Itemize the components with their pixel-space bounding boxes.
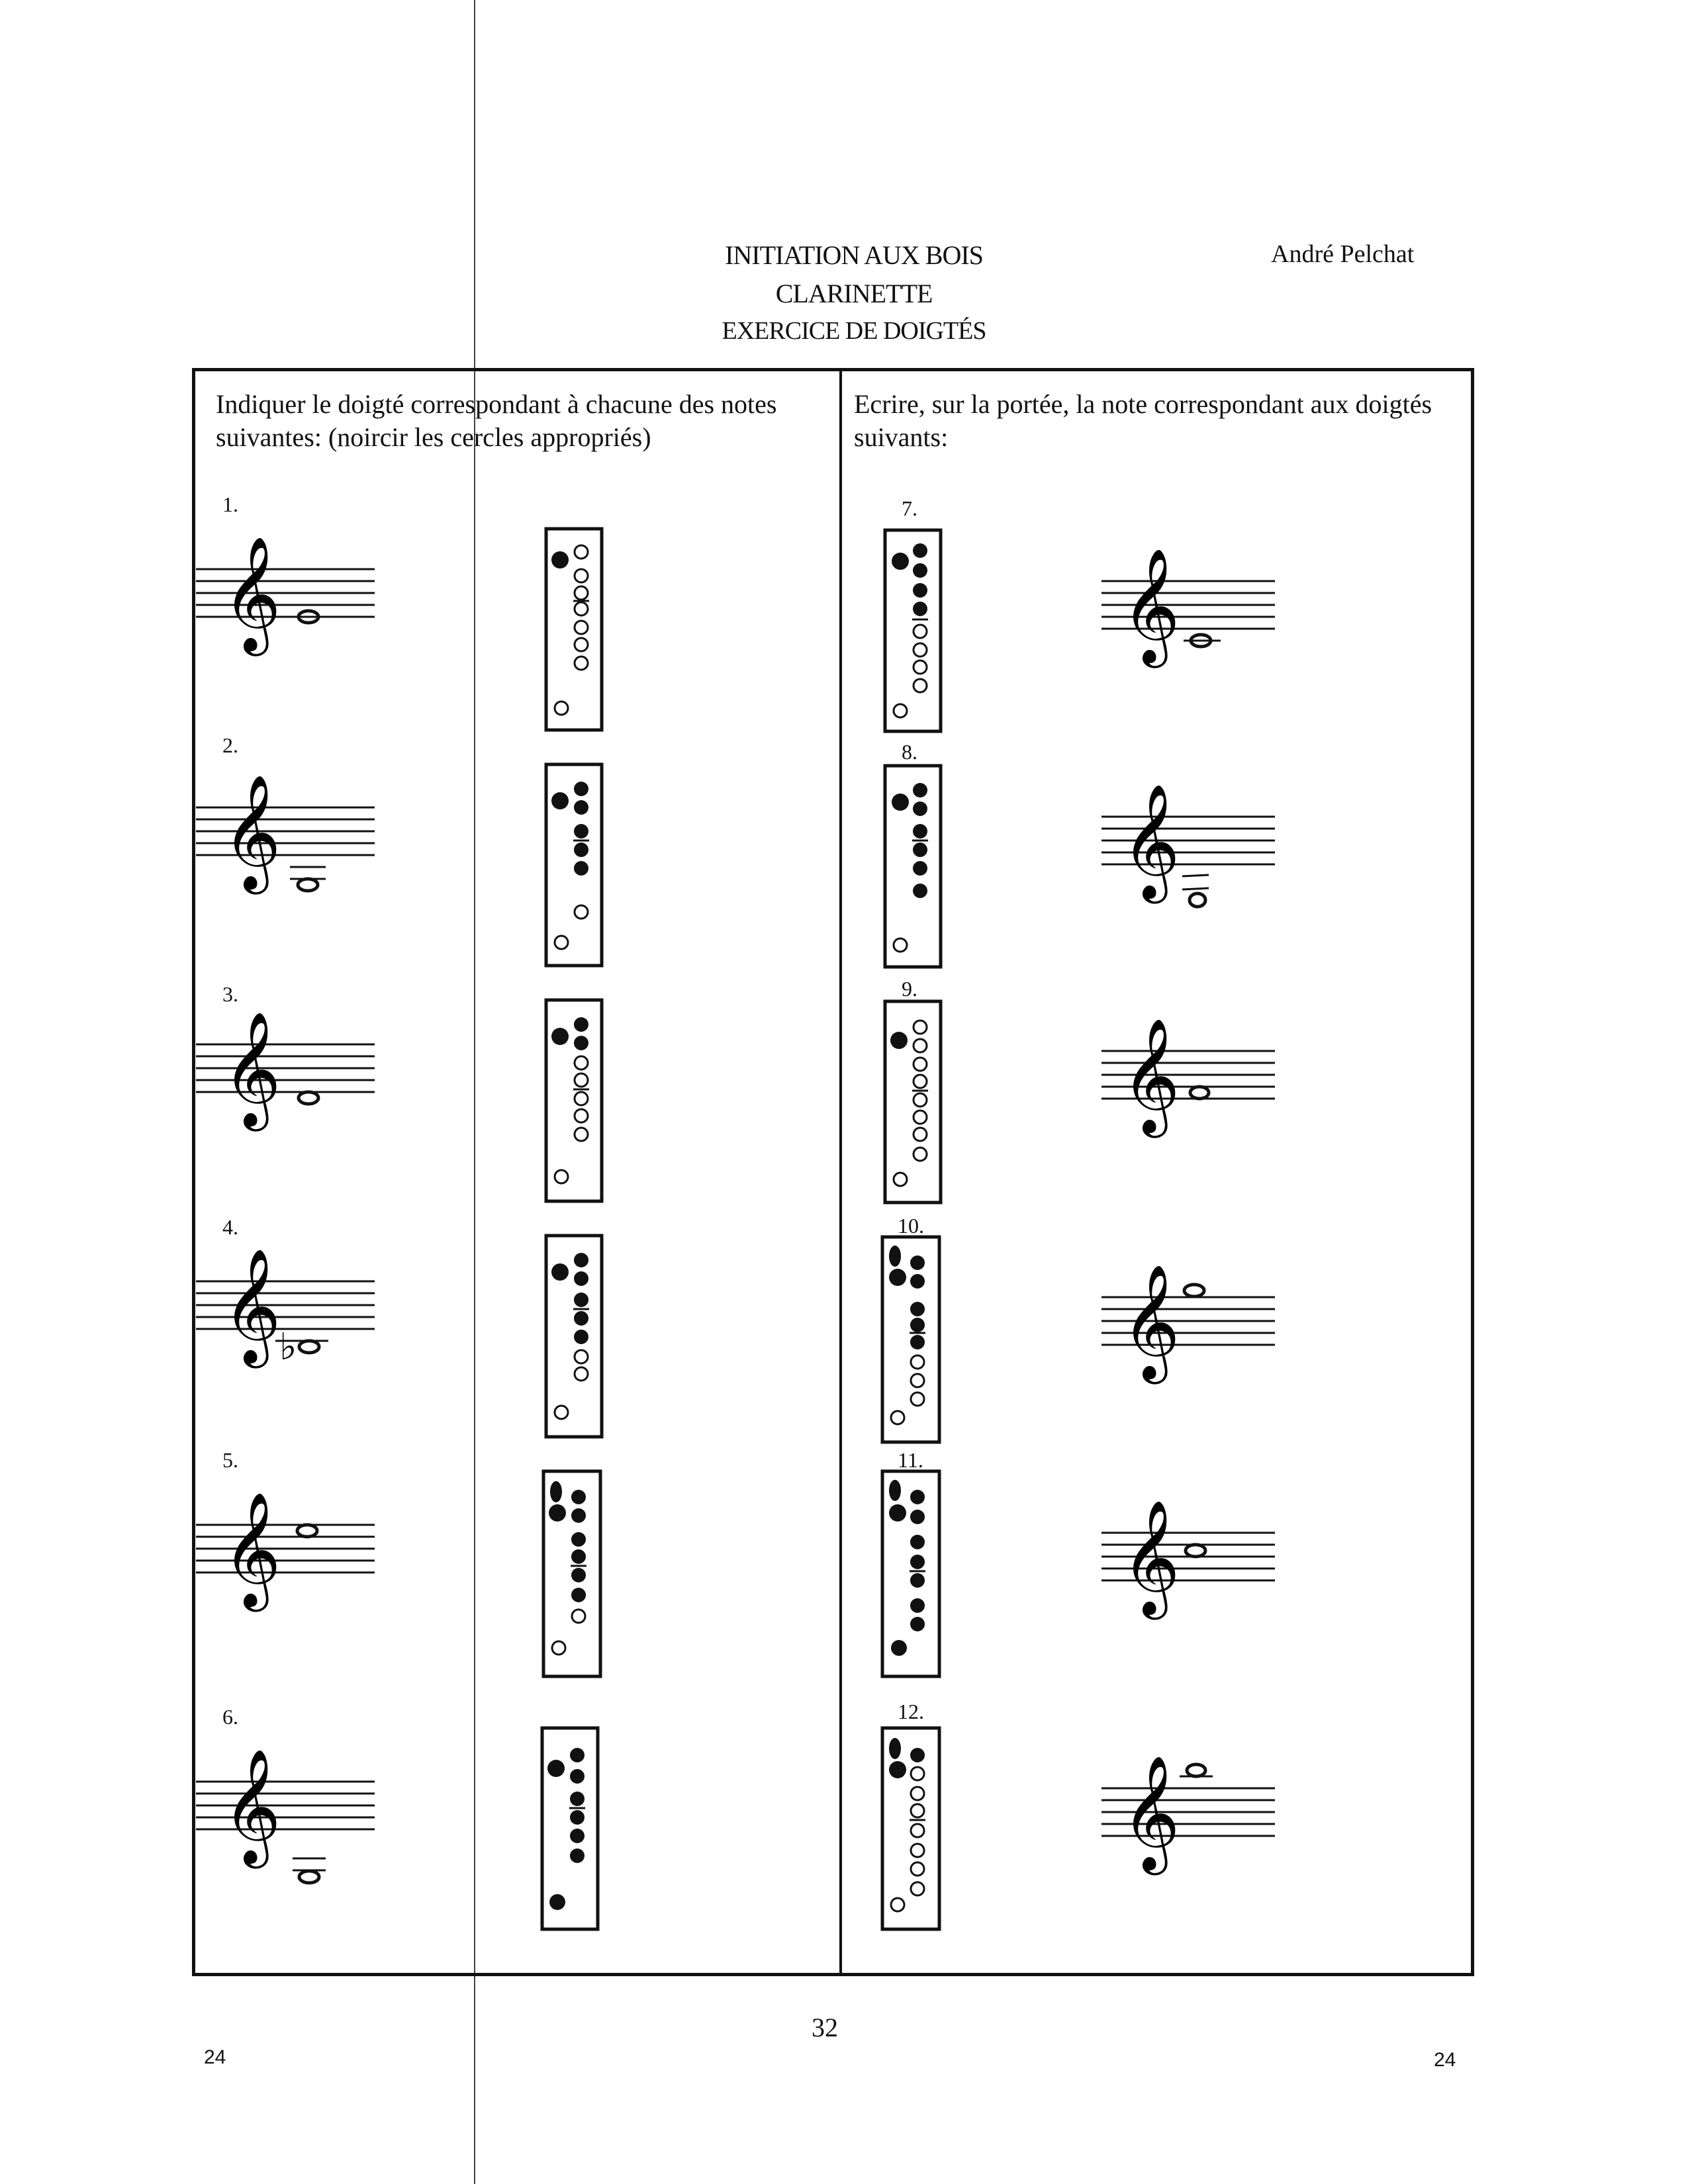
whole-note — [299, 1092, 318, 1104]
staff-1 — [196, 536, 388, 675]
item-label-7: 7. — [902, 496, 917, 520]
staff-3 — [196, 1011, 388, 1150]
whole-note — [1190, 1087, 1209, 1099]
staff-9 — [1102, 1018, 1293, 1157]
left-instruction — [216, 388, 776, 454]
treble-clef-icon: 𝄞 — [222, 1749, 281, 1864]
fingering-chart-7 — [883, 528, 947, 736]
left-instruction-line-1: Indiquer le doigté correspondant à chacune des notes — [216, 389, 777, 419]
page-number-left: 24 — [204, 2046, 226, 2068]
staff-7 — [1102, 548, 1293, 700]
fingering-chart-4 — [544, 1234, 608, 1441]
fingering-chart-9 — [883, 999, 947, 1207]
whole-note — [299, 1341, 319, 1353]
fingering-chart-12 — [880, 1726, 947, 1934]
column-divider — [839, 368, 842, 1976]
item-label-11: 11. — [898, 1448, 923, 1472]
staff-11 — [1102, 1496, 1293, 1628]
fingering-chart-1 — [544, 527, 608, 735]
whole-note — [1186, 1545, 1205, 1557]
title-line-1: INITIATION AUX BOIS — [725, 240, 983, 270]
treble-clef-icon: 𝄞 — [222, 774, 281, 889]
staff-4 — [196, 1248, 388, 1387]
item-label-3: 3. — [222, 982, 238, 1006]
title-line-2: CLARINETTE — [775, 279, 933, 308]
treble-clef-icon: 𝄞 — [1121, 1264, 1180, 1379]
treble-clef-icon: 𝄞 — [1121, 1755, 1180, 1870]
staff-2 — [196, 774, 388, 927]
fingering-chart-2 — [544, 762, 608, 970]
treble-clef-icon: 𝄞 — [222, 536, 281, 651]
staff-8 — [1102, 784, 1293, 949]
whole-note — [1190, 893, 1205, 907]
item-label-1: 1. — [222, 492, 238, 516]
fingering-chart-6 — [540, 1726, 604, 1934]
whole-note — [297, 1525, 317, 1537]
treble-clef-icon: 𝄞 — [1121, 784, 1180, 899]
staff-10 — [1102, 1260, 1293, 1392]
flat-icon: ♭ — [279, 1326, 297, 1369]
staff-6 — [196, 1749, 388, 1914]
treble-clef-icon: 𝄞 — [222, 1492, 281, 1607]
item-label-4: 4. — [222, 1215, 238, 1239]
item-label-12: 12. — [898, 1700, 924, 1723]
fingering-chart-8 — [883, 764, 947, 972]
whole-note — [1187, 1764, 1205, 1776]
fingering-chart-10 — [880, 1235, 947, 1447]
fingering-chart-5 — [541, 1469, 608, 1681]
treble-clef-icon: 𝄞 — [1121, 1500, 1180, 1615]
page-number-right: 24 — [1434, 2049, 1456, 2071]
fingering-chart-3 — [544, 998, 608, 1206]
whole-note — [1184, 1285, 1204, 1297]
right-instruction-line-2: suivants: — [854, 422, 949, 452]
fingering-chart-11 — [880, 1469, 947, 1681]
item-label-8: 8. — [902, 740, 917, 764]
treble-clef-icon: 𝄞 — [1121, 548, 1180, 663]
page-number-center: 32 — [812, 2013, 838, 2042]
title-line-3: EXERCICE DE DOIGTÉS — [722, 317, 986, 345]
right-instruction-line-1: Ecrire, sur la portée, la note correspondant aux doigtés — [854, 389, 1432, 419]
item-label-9: 9. — [902, 977, 917, 1001]
left-instruction-line-2: suivantes: (noircir les cercles appropriés) — [216, 422, 651, 452]
item-label-2: 2. — [222, 733, 238, 757]
item-label-10: 10. — [898, 1214, 924, 1238]
treble-clef-icon: 𝄞 — [1121, 1018, 1180, 1133]
treble-clef-icon: 𝄞 — [222, 1248, 281, 1363]
author-name: André Pelchat — [1271, 240, 1415, 268]
item-label-6: 6. — [222, 1705, 238, 1729]
whole-note — [298, 879, 318, 891]
whole-note — [299, 1871, 319, 1883]
staff-5 — [196, 1485, 388, 1617]
treble-clef-icon: 𝄞 — [222, 1011, 281, 1126]
item-label-5: 5. — [222, 1448, 238, 1472]
staff-12 — [1102, 1751, 1293, 1897]
right-instruction — [854, 388, 1432, 454]
